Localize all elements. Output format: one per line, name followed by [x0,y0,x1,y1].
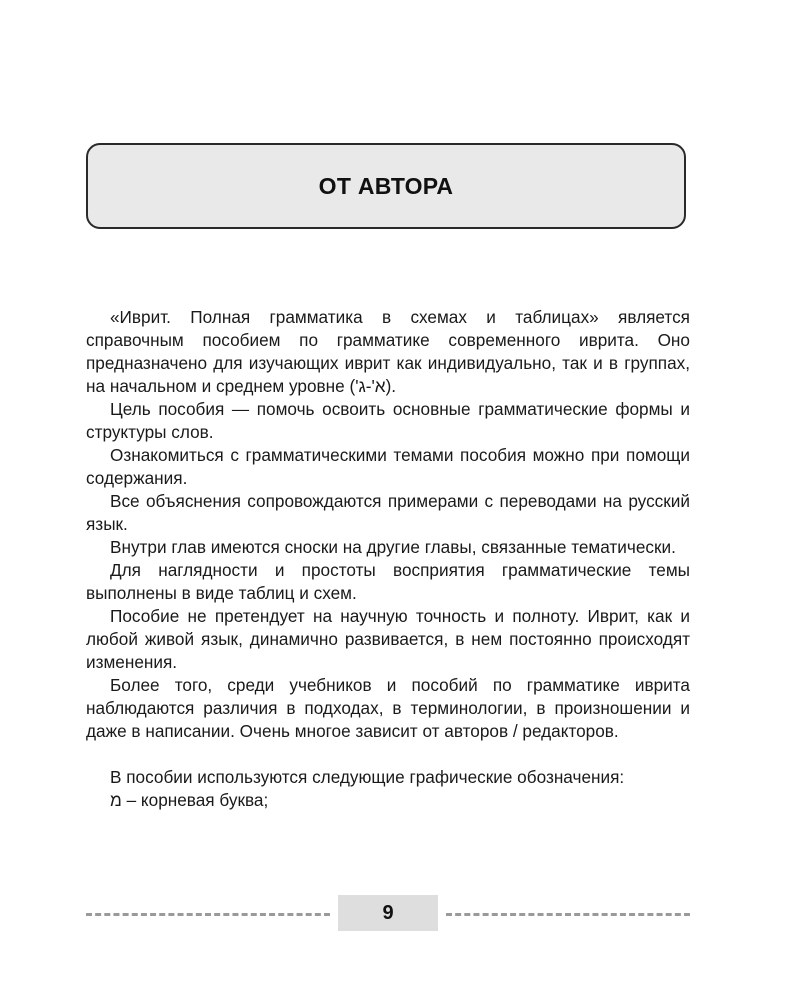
paragraph-accuracy: Пособие не претендует на научную точность и полноту. Иврит, как и любой живой язык, динамично развивается, в нем постоянно происходят изменения. [86,606,690,672]
paragraph-differences: Более того, среди учебников и пособий по грамматике иврита наблюдаются различия в подходах, в терминологии, в произношении и даже в написании. Очень многое зависит от авторов / редакторов. [86,675,690,741]
paragraph-goal: Цель пособия — помочь освоить основные грамматические формы и структуры слов. [86,399,690,442]
paragraph-tables: Для наглядности и простоты восприятия грамматические темы выполнены в виде таблиц и схем. [86,560,690,603]
footer-dashed-rule-right [446,913,690,916]
notation-item [86,789,690,812]
section-header-box [86,143,686,229]
paragraph-footnotes: Внутри глав имеются сноски на другие главы, связанные тематически. [110,537,676,557]
root-letter-description: – корневая буква; [121,790,269,810]
paragraph-contents: Ознакомиться с грамматическими темами пособия можно при помощи содержания. [86,445,690,488]
root-letter-symbol: מ [110,790,122,810]
section-title: ОТ АВТОРА [318,172,454,199]
paragraph-intro: «Иврит. Полная грамматика в схемах и таблицах» является справочным пособием по грамматике современного иврита. Оно предназначено для изучающих иврит как индивидуально, так и в группах, на начальном и среднем уровне ('א'-ג). [86,307,690,396]
page-footer [86,895,690,931]
page-number: 9 [382,901,394,924]
page-number-box [338,895,438,931]
body-text [86,306,690,812]
paragraph-notation-intro: В пособии используются следующие графические обозначения: [110,767,625,787]
footer-dashed-rule-left [86,913,330,916]
paragraph-examples: Все объяснения сопровождаются примерами с переводами на русский язык. [86,491,690,534]
